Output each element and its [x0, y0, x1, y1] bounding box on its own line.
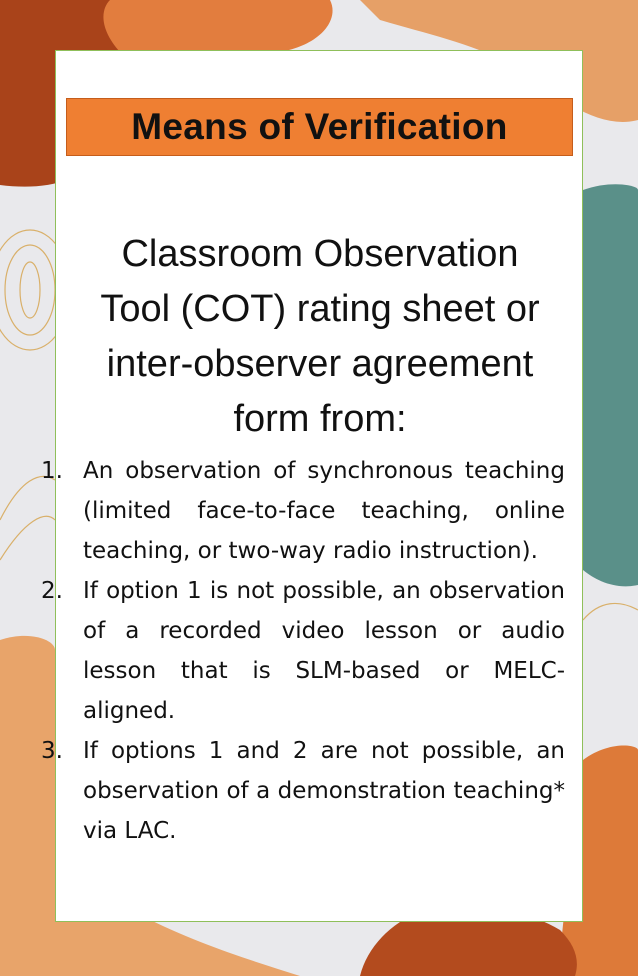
- title-banner: [66, 98, 573, 156]
- list-item-number: 3.: [41, 738, 63, 764]
- intro-line: Classroom Observation: [121, 233, 519, 275]
- list-item-number: 2.: [41, 578, 63, 604]
- list-item: [41, 571, 565, 731]
- intro-line: form from:: [233, 398, 407, 440]
- verification-list: [41, 451, 565, 851]
- content-card: [41, 50, 583, 922]
- intro-line: Tool (COT) rating sheet or: [100, 288, 540, 330]
- list-item-text: If option 1 is not possible, an observation of a recorded video lesson or audio lesson that is SLM-based or MELC-aligned.: [83, 578, 565, 724]
- banner-title: Means of Verification: [131, 106, 508, 147]
- list-item-text: An observation of synchronous teaching (limited face-to-face teaching, online teaching, or two-way radio instruction).: [83, 458, 565, 564]
- intro-text: [72, 227, 568, 447]
- list-item: [41, 451, 565, 571]
- list-item-number: 1.: [41, 458, 63, 484]
- orange-blob-top: [103, 0, 332, 52]
- list-item: [41, 731, 565, 851]
- intro-line: inter-observer agreement: [106, 343, 534, 385]
- list-item-text: If options 1 and 2 are not possible, an observation of a demonstration teaching* via LAC.: [83, 738, 565, 844]
- teal-blob-right: [583, 184, 638, 586]
